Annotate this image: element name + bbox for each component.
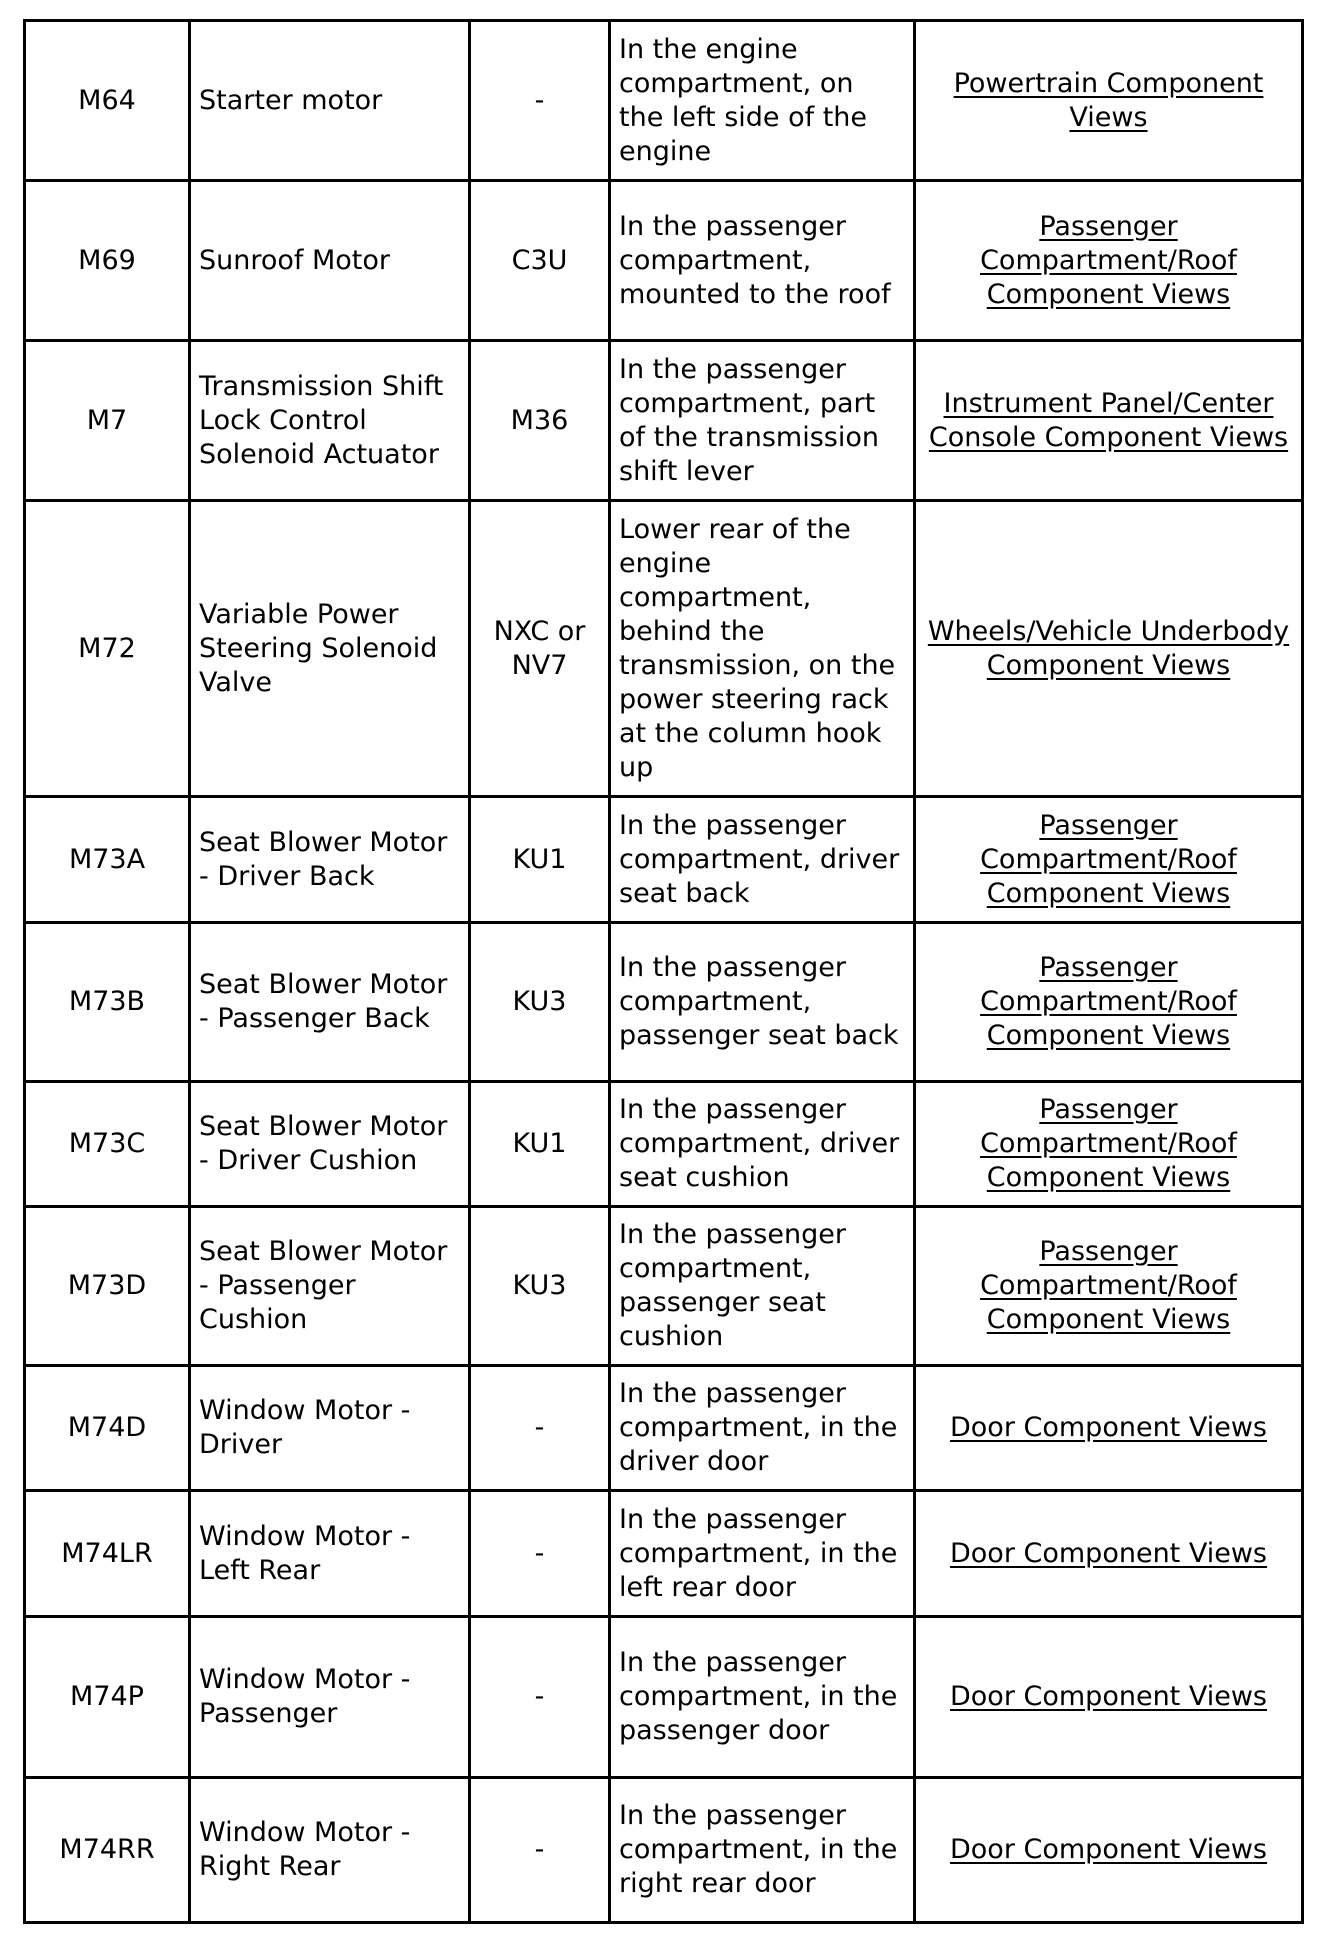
location-cell: In the passenger compartment, in the right rear door xyxy=(610,1778,915,1923)
location-cell: In the passenger compartment, passenger seat back xyxy=(610,923,915,1082)
component-view-link[interactable]: Instrument Panel/Center Console Component Views xyxy=(928,387,1289,453)
location-cell: In the passenger compartment, mounted to the roof xyxy=(610,181,915,341)
component-id-cell: M72 xyxy=(25,501,190,797)
option-code-cell: C3U xyxy=(470,181,610,341)
table-row xyxy=(25,341,1303,501)
table-row xyxy=(25,1617,1303,1778)
option-code-cell: - xyxy=(470,1617,610,1778)
option-code-cell: NXC or NV7 xyxy=(470,501,610,797)
table-row xyxy=(25,797,1303,923)
view-cell xyxy=(915,1366,1303,1491)
component-view-link[interactable]: Passenger Compartment/Roof Component Views xyxy=(980,1094,1237,1193)
location-cell: In the passenger compartment, driver seat cushion xyxy=(610,1082,915,1207)
component-name-cell: Variable Power Steering Solenoid Valve xyxy=(190,501,470,797)
component-id-cell: M64 xyxy=(25,21,190,181)
component-name-cell: Window Motor - Driver xyxy=(190,1366,470,1491)
component-name-cell: Transmission Shift Lock Control Solenoid Actuator xyxy=(190,341,470,501)
location-cell: In the engine compartment, on the left side of the engine xyxy=(610,21,915,181)
view-cell xyxy=(915,1778,1303,1923)
component-id-cell: M69 xyxy=(25,181,190,341)
option-code-cell: - xyxy=(470,1491,610,1617)
location-cell: In the passenger compartment, passenger seat cushion xyxy=(610,1207,915,1366)
component-id-cell: M73C xyxy=(25,1082,190,1207)
view-cell xyxy=(915,341,1303,501)
view-cell xyxy=(915,923,1303,1082)
component-view-link[interactable]: Door Component Views xyxy=(950,1537,1267,1569)
location-cell: Lower rear of the engine compartment, behind the transmission, on the power steering rack at the column hook up xyxy=(610,501,915,797)
component-view-link[interactable]: Passenger Compartment/Roof Component Views xyxy=(980,1236,1237,1335)
component-id-cell: M7 xyxy=(25,341,190,501)
option-code-cell: - xyxy=(470,1778,610,1923)
view-cell xyxy=(915,1207,1303,1366)
component-id-cell: M73D xyxy=(25,1207,190,1366)
table-row xyxy=(25,181,1303,341)
table-row xyxy=(25,21,1303,181)
component-name-cell: Starter motor xyxy=(190,21,470,181)
location-cell: In the passenger compartment, driver seat back xyxy=(610,797,915,923)
component-view-link[interactable]: Wheels/Vehicle Underbody Component Views xyxy=(927,615,1290,681)
component-locator-table xyxy=(23,19,1304,1924)
component-name-cell: Seat Blower Motor - Passenger Back xyxy=(190,923,470,1082)
option-code-cell: - xyxy=(470,1366,610,1491)
component-name-cell: Sunroof Motor xyxy=(190,181,470,341)
location-cell: In the passenger compartment, part of the transmission shift lever xyxy=(610,341,915,501)
component-id-cell: M74D xyxy=(25,1366,190,1491)
table-row xyxy=(25,1082,1303,1207)
location-cell: In the passenger compartment, in the passenger door xyxy=(610,1617,915,1778)
component-view-link[interactable]: Door Component Views xyxy=(950,1681,1267,1712)
component-id-cell: M74RR xyxy=(25,1778,190,1923)
component-id-cell: M74P xyxy=(25,1617,190,1778)
option-code-cell: KU3 xyxy=(470,1207,610,1366)
component-id-cell: M73B xyxy=(25,923,190,1082)
option-code-cell: M36 xyxy=(470,341,610,501)
table-row xyxy=(25,923,1303,1082)
location-cell: In the passenger compartment, in the driver door xyxy=(610,1366,915,1491)
component-name-cell: Window Motor - Left Rear xyxy=(190,1491,470,1617)
option-code-cell: KU3 xyxy=(470,923,610,1082)
view-cell xyxy=(915,1082,1303,1207)
view-cell xyxy=(915,21,1303,181)
component-view-link[interactable]: Passenger Compartment/Roof Component Views xyxy=(980,952,1237,1051)
component-view-link[interactable]: Door Component Views xyxy=(950,1412,1267,1443)
component-id-cell: M74LR xyxy=(25,1491,190,1617)
option-code-cell: - xyxy=(470,21,610,181)
component-name-cell: Window Motor - Right Rear xyxy=(190,1778,470,1923)
view-cell xyxy=(915,1617,1303,1778)
option-code-cell: KU1 xyxy=(470,1082,610,1207)
component-name-cell: Window Motor - Passenger xyxy=(190,1617,470,1778)
component-view-link[interactable]: Passenger Compartment/Roof Component Views xyxy=(980,210,1237,310)
component-view-link[interactable]: Passenger Compartment/Roof Component Views xyxy=(980,809,1237,909)
table-row xyxy=(25,1207,1303,1366)
table-row xyxy=(25,1491,1303,1617)
table-row xyxy=(25,501,1303,797)
option-code-cell: KU1 xyxy=(470,797,610,923)
table-row xyxy=(25,1366,1303,1491)
component-name-cell: Seat Blower Motor - Driver Cushion xyxy=(190,1082,470,1207)
component-view-link[interactable]: Door Component Views xyxy=(950,1834,1267,1865)
view-cell xyxy=(915,501,1303,797)
view-cell xyxy=(915,1491,1303,1617)
component-id-cell: M73A xyxy=(25,797,190,923)
view-cell xyxy=(915,797,1303,923)
view-cell xyxy=(915,181,1303,341)
table-row xyxy=(25,1778,1303,1923)
component-name-cell: Seat Blower Motor - Driver Back xyxy=(190,797,470,923)
component-name-cell: Seat Blower Motor - Passenger Cushion xyxy=(190,1207,470,1366)
location-cell: In the passenger compartment, in the left rear door xyxy=(610,1491,915,1617)
component-view-link[interactable]: Powertrain Component Views xyxy=(953,67,1264,133)
